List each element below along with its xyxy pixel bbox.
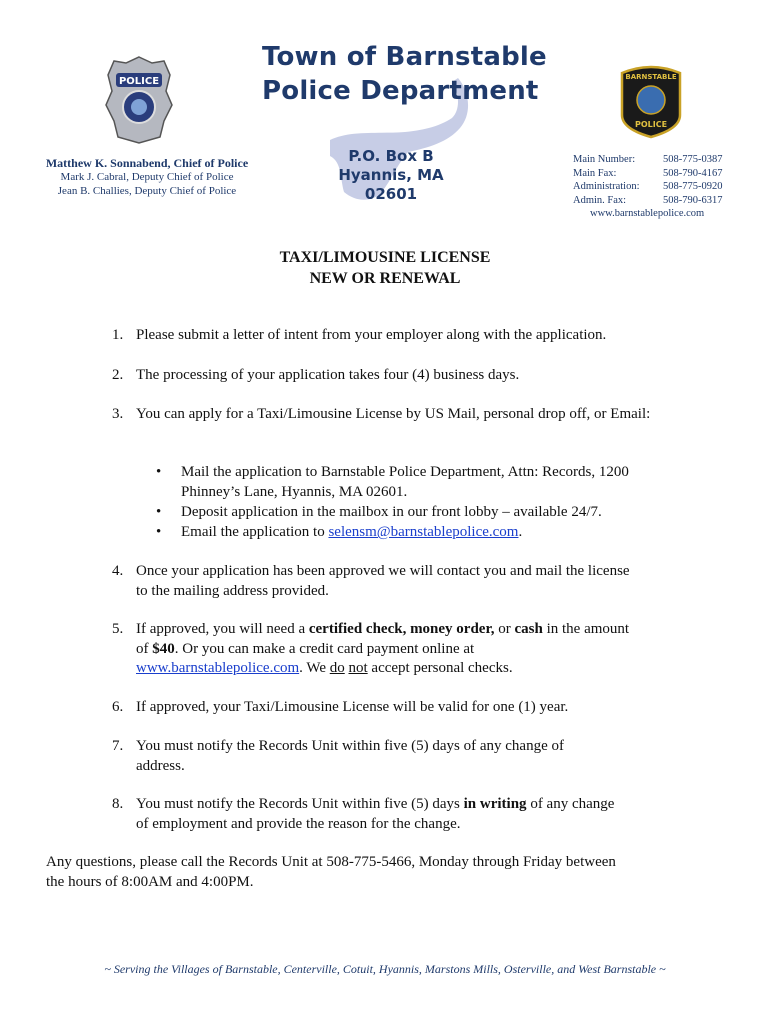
barnstable-police-patch-icon: [618, 63, 684, 139]
text-run: accept personal checks.: [367, 660, 513, 676]
payment-methods-bold: certified check, money order,: [308, 621, 495, 637]
command-staff: [34, 156, 260, 198]
bullet-icon: •: [156, 504, 162, 520]
document-title-line-1: TAXI/LIMOUSINE LICENSE: [279, 249, 491, 266]
item-number: 8.: [112, 796, 124, 812]
contact-label: Main Number:: [573, 154, 636, 165]
item-number: 7.: [112, 738, 124, 754]
bullet-email-prefix: Email the application to: [181, 524, 329, 540]
underlined-do: do: [329, 660, 345, 676]
underlined-not: not: [348, 660, 368, 676]
bullet-icon: •: [156, 524, 162, 540]
closing-paragraph: Any questions, please call the Records Unit at 508-775-5466, Monday through Friday between the hours of 8:00AM and 4:00PM.: [46, 854, 616, 890]
list-item-3: [112, 405, 672, 425]
text-run: in the amount of: [136, 621, 630, 657]
pobox-line-1: P.O. Box B: [348, 147, 434, 165]
deputy-chief-2: Jean B. Challies, Deputy Chief of Police: [57, 185, 237, 197]
bullet-item-email: [156, 523, 676, 543]
document-title-line-2: NEW OR RENEWAL: [309, 270, 461, 287]
badge-left-text: POLICE: [118, 76, 160, 87]
contact-label: Admin. Fax:: [573, 194, 627, 206]
item-number: 1.: [112, 327, 124, 343]
title-line-2: Police Department: [262, 76, 539, 106]
item-text: The processing of your application takes four (4) business days.: [136, 367, 520, 383]
title-line-1: Town of Barnstable: [262, 42, 547, 72]
list-item-8: [112, 795, 672, 834]
contact-row: [573, 180, 723, 194]
department-title: [262, 40, 547, 108]
item-number: 2.: [112, 367, 124, 383]
contact-label: Main Fax:: [573, 167, 617, 179]
fee-amount: $40: [152, 640, 175, 657]
text-run: . We: [299, 660, 330, 676]
police-badge-icon: [104, 55, 174, 145]
list-item-5: [112, 620, 672, 679]
item-text: [136, 620, 636, 679]
patch-top-text: BARNSTABLE: [625, 73, 677, 81]
list-item-7: [112, 737, 672, 776]
list-item-2: [112, 366, 672, 386]
contact-value: 508-790-4167: [663, 167, 723, 179]
list-item-6: [112, 698, 672, 718]
deputy-chief-1: Mark J. Cabral, Deputy Chief of Police: [60, 171, 234, 183]
item-number: 5.: [112, 621, 124, 637]
chief-name: Matthew K. Sonnabend, Chief of Police: [45, 156, 249, 170]
contact-label: Administration:: [573, 181, 640, 192]
patch-bottom-text: POLICE: [634, 120, 668, 129]
bullet-text: Deposit application in the mailbox in our front lobby – available 24/7.: [181, 504, 602, 520]
email-link[interactable]: selensm@barnstablepolice.com: [328, 524, 519, 540]
item-number: 6.: [112, 699, 124, 715]
item-text: You can apply for a Taxi/Limousine License by US Mail, personal drop off, or Email:: [136, 406, 651, 422]
contact-numbers: [573, 153, 723, 221]
bullet-email-suffix: .: [518, 524, 523, 540]
item-number: 4.: [112, 563, 124, 579]
bullet-icon: •: [156, 464, 162, 480]
list-item-1: [112, 326, 672, 346]
bullet-text: Mail the application to Barnstable Police Department, Attn: Records, 1200 Phinney’s Lane, Hyannis, MA 02601.: [181, 464, 629, 500]
po-box-address: [316, 147, 466, 204]
text-run: You must notify the Records Unit within five (5) days: [136, 796, 464, 812]
contact-value: 508-775-0920: [663, 181, 723, 192]
pobox-line-2: Hyannis, MA 02601: [338, 166, 444, 203]
item-text: Once your application has been approved we will contact you and mail the license to the mailing address provided.: [136, 563, 630, 599]
bullet-item-deposit: [156, 503, 676, 523]
document-title: [0, 247, 770, 289]
contact-value: 508-790-6317: [663, 194, 723, 206]
text-run: . Or you can make a credit card payment online at: [174, 640, 475, 657]
cash-bold: cash: [514, 621, 543, 637]
item-text: Please submit a letter of intent from your employer along with the application.: [136, 327, 607, 343]
text-run: or: [494, 621, 515, 637]
in-writing-bold: in writing: [463, 796, 527, 812]
contact-row: [573, 194, 723, 208]
item-text: You must notify the Records Unit within five (5) days of any change of address.: [136, 738, 564, 774]
bullet-item-mail: [156, 463, 676, 502]
footer-villages: ~ Serving the Villages of Barnstable, Centerville, Cotuit, Hyannis, Marstons Mills, Osterville, and West Barnstable ~: [104, 962, 666, 976]
contact-value: 508-775-0387: [663, 154, 723, 165]
contact-row: [573, 153, 723, 167]
text-run: of any change of employment and provide the reason for the change.: [136, 796, 615, 832]
item-text: [136, 795, 626, 834]
item-text: If approved, your Taxi/Limousine License will be valid for one (1) year.: [136, 699, 569, 715]
header-website[interactable]: www.barnstablepolice.com: [590, 208, 705, 219]
bullet-text: [181, 523, 676, 543]
contact-row: [573, 167, 723, 181]
text-run: If approved, you will need a: [136, 621, 309, 637]
item-number: 3.: [112, 406, 124, 422]
website-link[interactable]: www.barnstablepolice.com: [136, 660, 300, 676]
list-item-4: [112, 562, 672, 601]
